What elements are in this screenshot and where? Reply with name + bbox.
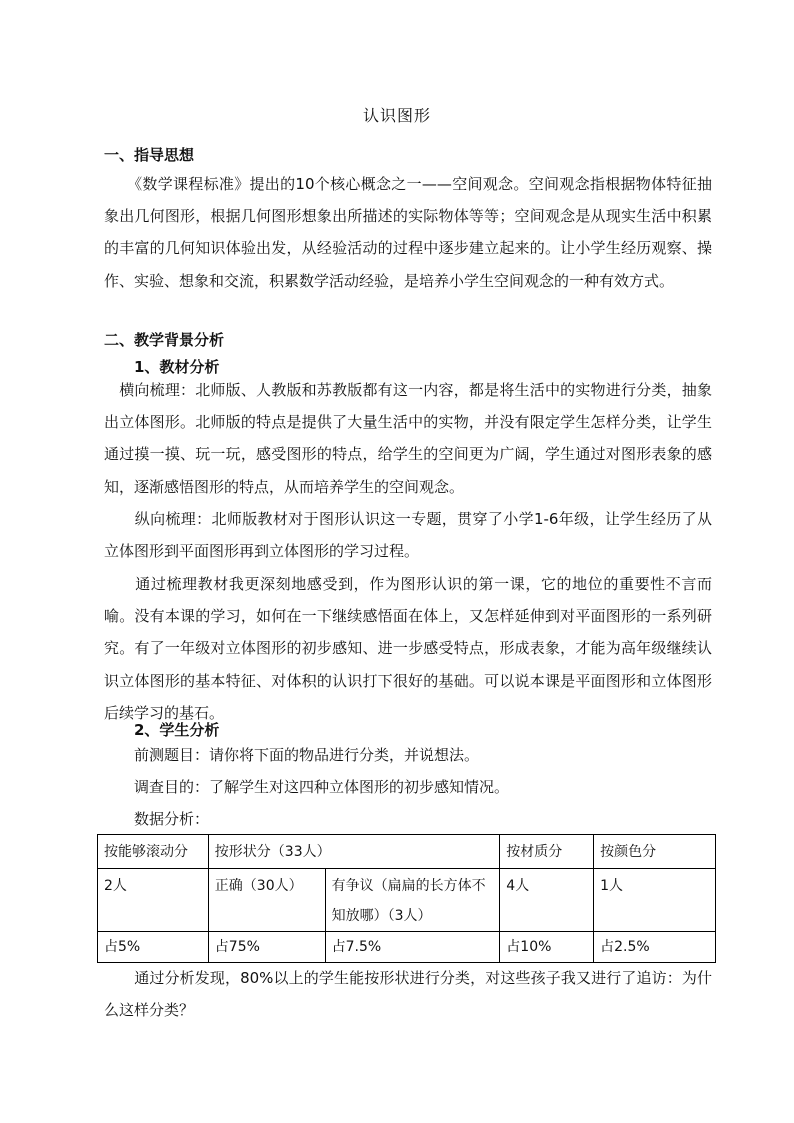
table-cell: 占5%: [98, 932, 209, 963]
table-cell: 占7.5%: [325, 932, 500, 963]
subsection-heading-textbook-analysis: 1、教材分析: [134, 358, 220, 376]
pretest-question-line: 前测题目：请你将下面的物品进行分类，并说想法。: [134, 746, 480, 764]
paragraph-horizontal-review: 横向梳理：北师版、人教版和苏教版都有这一内容，都是将生活中的实物进行分类，抽象出立体图形。北师版的特点是提供了大量生活中的实物，并没有限定学生怎样分类，让学生通过摸一摸、玩一玩，感受图形的特点，给学生的空间更为广阔，学生通过对图形表象的感知，逐渐感悟图形的特点，从而培养学生的空间观念。: [104, 381, 712, 496]
subsection-heading-student-analysis: 2、学生分析: [134, 721, 220, 739]
section-heading-guiding-ideology: 一、指导思想: [104, 146, 195, 164]
classification-data-table: [97, 834, 716, 963]
table-cell: 正确（30人）: [208, 869, 325, 932]
table-header-cell: 按颜色分: [594, 835, 716, 869]
table-cell: 占75%: [208, 932, 325, 963]
paragraph-closing: 通过分析发现，80%以上的学生能按形状进行分类，对这些孩子我又进行了追访：为什么这样分类？: [104, 969, 712, 1020]
paragraph-vertical-review: 纵向梳理：北师版教材对于图形认识这一专题，贯穿了小学1-6年级，让学生经历了从立体图形到平面图形再到立体图形的学习过程。: [104, 510, 712, 561]
table-cell: 2人: [98, 869, 209, 932]
data-analysis-label: 数据分析：: [134, 810, 210, 828]
paragraph-textbook-importance: 通过梳理教材我更深刻地感受到，作为图形认识的第一课，它的地位的重要性不言而喻。没有本课的学习，如何在一下继续感悟面在体上，又怎样延伸到对平面图形的一系列研究。有了一年级对立体图形的初步感知、进一步感受特点，形成表象，才能为高年级继续认识立体图形的基本特征、对体积的认识打下很好的基础。可以说本课是平面图形和立体图形后续学习的基石。: [104, 575, 712, 722]
table-header-cell: 按形状分（33人）: [208, 835, 499, 869]
paragraph-guiding-ideology: 《数学课程标准》提出的10个核心概念之一——空间观念。空间观念指根据物体特征抽象出几何图形，根据几何图形想象出所描述的实际物体等等；空间观念是从现实生活中积累的丰富的几何知识体验出发，从经验活动的过程中逐步建立起来的。让小学生经历观察、操作、实验、想象和交流，积累数学活动经验，是培养小学生空间观念的一种有效方式。: [104, 175, 712, 290]
table-row: [98, 835, 716, 869]
table-cell: 占10%: [500, 932, 594, 963]
table-cell: 有争议（扁扁的长方体不知放哪）（3人）: [325, 869, 500, 932]
table-cell: 占2.5%: [594, 932, 716, 963]
table-header-cell: 按材质分: [500, 835, 594, 869]
section-heading-teaching-background: 二、教学背景分析: [104, 331, 225, 349]
table-cell: 4人: [500, 869, 594, 932]
page-title: 认识图形: [362, 106, 431, 125]
table-header-cell: 按能够滚动分: [98, 835, 209, 869]
survey-purpose-line: 调查目的：了解学生对这四种立体图形的初步感知情况。: [134, 778, 510, 796]
table-row: [98, 932, 716, 963]
table-cell: 1人: [594, 869, 716, 932]
table-row: [98, 869, 716, 932]
